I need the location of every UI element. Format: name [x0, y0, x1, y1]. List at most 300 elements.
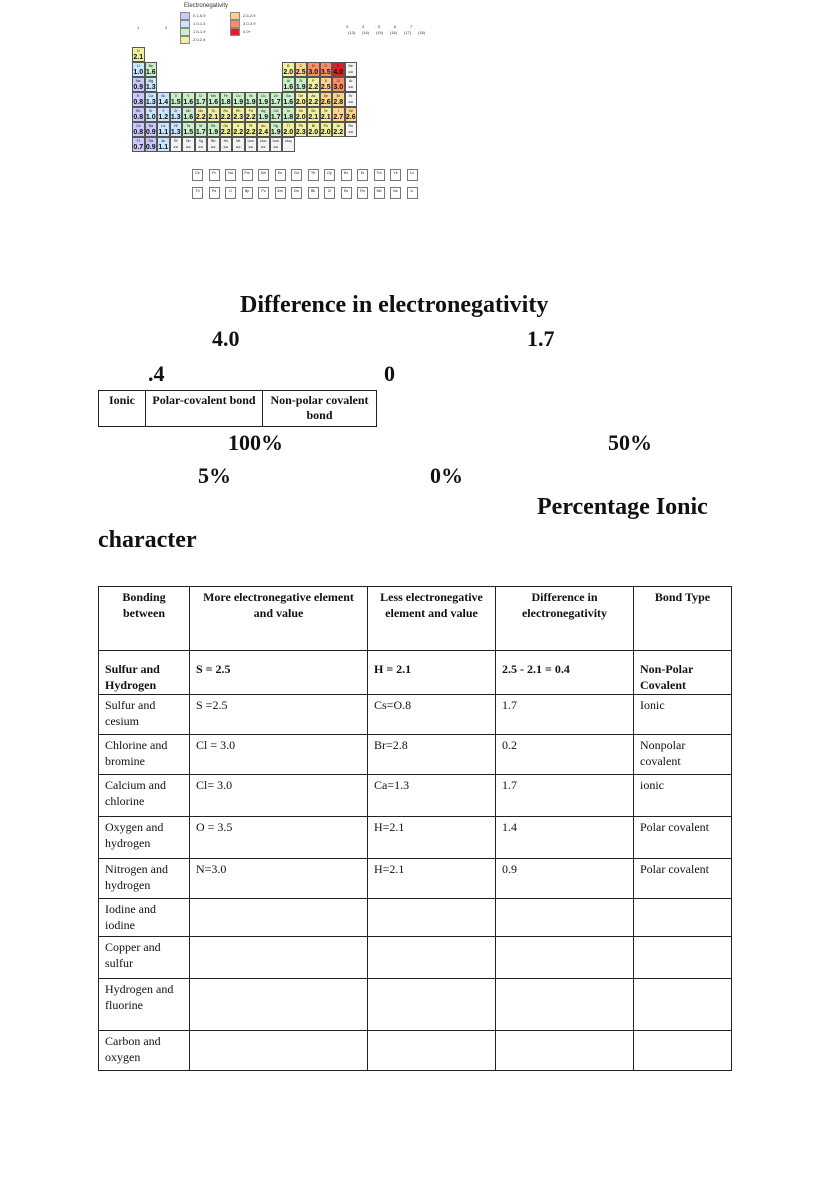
element-symbol: Xe — [348, 109, 353, 113]
percent-5: 5% — [198, 463, 231, 488]
element-symbol: At — [336, 124, 340, 128]
element-symbol: Ta — [186, 124, 191, 128]
element-electronegativity: 1.9 — [233, 99, 244, 106]
element-cell — [157, 122, 170, 137]
cell-diff: 1.4 — [496, 817, 634, 859]
element-symbol: Ca — [148, 94, 153, 98]
element-symbol: Rf — [174, 139, 178, 143]
element-electronegativity: 2.1 — [208, 114, 219, 121]
element-electronegativity: 2.7 — [333, 114, 344, 121]
element-cell — [232, 137, 245, 152]
element-symbol: Cs — [136, 124, 141, 128]
element-electronegativity: 2.2 — [233, 129, 244, 136]
element-electronegativity: 1.1 — [158, 144, 169, 151]
element-symbol: I — [337, 109, 339, 113]
cell-more: S =2.5 — [190, 695, 368, 735]
f-block-element: Pr — [209, 169, 220, 181]
element-cell — [320, 77, 333, 92]
element-symbol: Cu — [261, 94, 266, 98]
cell-diff — [496, 1031, 634, 1071]
element-cell — [282, 62, 295, 77]
element-cell — [245, 122, 258, 137]
group-number: 5 — [378, 24, 381, 29]
group-number: (15) — [376, 30, 384, 35]
element-symbol: Os — [223, 124, 228, 128]
cell-pair: Chlorine and bromine — [99, 735, 190, 775]
element-electronegativity: 0.7 — [133, 144, 144, 151]
element-symbol: Tc — [211, 109, 215, 113]
percent-50: 50% — [608, 430, 652, 455]
legend-label: 1.5-1.9 — [193, 29, 206, 35]
percentage-ionic-label: Percentage Ionic — [537, 494, 708, 520]
element-cell — [257, 122, 270, 137]
element-cell — [307, 77, 320, 92]
scale-value-zero: 0 — [384, 361, 395, 386]
f-block-element: Am — [275, 187, 286, 199]
element-electronegativity: 1.7 — [195, 99, 206, 106]
legend-entry — [230, 12, 255, 20]
header-less-electronegative: Less electronegative element and value — [368, 587, 496, 651]
f-block-element: Pu — [258, 187, 269, 199]
f-block-element: Pa — [209, 187, 220, 199]
element-cell — [207, 137, 220, 152]
element-electronegativity: -- — [348, 84, 354, 91]
element-electronegativity: 0.8 — [133, 114, 144, 121]
element-electronegativity: 2.0 — [283, 129, 294, 136]
element-electronegativity: -- — [198, 144, 204, 151]
cell-diff — [496, 899, 634, 937]
cell-type: ionic — [634, 775, 732, 817]
scale-heading: Difference in electronegativity — [240, 292, 549, 318]
element-symbol: Rh — [236, 109, 241, 113]
element-cell — [345, 107, 358, 122]
element-electronegativity: 2.0 — [295, 99, 306, 106]
cell-less: H=2.1 — [368, 859, 496, 899]
table-row — [99, 979, 732, 1031]
f-block-element: Pm — [242, 169, 253, 181]
group-number: 1 — [137, 25, 140, 30]
scale-value-max: 4.0 — [212, 326, 240, 351]
element-symbol: Rb — [136, 109, 141, 113]
element-cell — [245, 107, 258, 122]
element-electronegativity: 2.4 — [258, 129, 269, 136]
element-symbol: Sg — [198, 139, 203, 143]
legend-label: 0.1-0.9 — [193, 13, 206, 19]
element-electronegativity: 1.7 — [270, 114, 281, 121]
group-number: 7 — [410, 24, 413, 29]
cell-pair: Carbon and oxygen — [99, 1031, 190, 1071]
element-symbol: O — [324, 64, 328, 68]
element-symbol: La — [161, 124, 166, 128]
f-block-element: No — [390, 187, 401, 199]
element-electronegativity: 2.2 — [220, 114, 231, 121]
f-block-element: Es — [341, 187, 352, 199]
element-electronegativity: 0.9 — [133, 84, 144, 91]
cell-type: Nonpolar covalent — [634, 735, 732, 775]
element-electronegativity: 1.9 — [258, 99, 269, 106]
element-electronegativity: -- — [348, 69, 354, 76]
f-block-element: U — [225, 187, 236, 199]
f-block-element: Cf — [324, 187, 335, 199]
element-electronegativity: 1.9 — [270, 129, 281, 136]
element-cell — [270, 137, 283, 152]
element-cell — [220, 137, 233, 152]
element-symbol: Ti — [174, 94, 178, 98]
element-electronegativity: 2.2 — [220, 129, 231, 136]
element-symbol: Uuq — [285, 139, 292, 143]
legend-entry — [230, 28, 251, 36]
legend-label: 4.0+ — [243, 29, 251, 35]
cell-pair: Calcium and chlorine — [99, 775, 190, 817]
element-cell — [170, 107, 183, 122]
element-symbol: B — [287, 64, 290, 68]
element-cell — [170, 92, 183, 107]
cell-pair: Sulfur and cesium — [99, 695, 190, 735]
cell-type: Ionic — [634, 695, 732, 735]
percent-0: 0% — [430, 463, 463, 488]
element-symbol: In — [286, 109, 290, 113]
element-cell — [307, 92, 320, 107]
cell-more: O = 3.5 — [190, 817, 368, 859]
element-cell — [245, 137, 258, 152]
element-symbol: Ac — [161, 139, 166, 143]
element-electronegativity: -- — [273, 144, 279, 151]
cell-type — [634, 937, 732, 979]
element-symbol: Hs — [223, 139, 228, 143]
element-symbol: Fr — [136, 139, 140, 143]
element-symbol: Hg — [273, 124, 278, 128]
element-electronegativity: 3.0 — [333, 84, 344, 91]
element-symbol: Mo — [198, 109, 204, 113]
scale-polar-covalent: Polar-covalent bond — [146, 391, 263, 427]
element-cell — [232, 92, 245, 107]
element-electronegativity: -- — [348, 99, 354, 106]
bond-type-scale — [98, 390, 377, 427]
element-electronegativity: 1.4 — [158, 99, 169, 106]
legend-swatch — [230, 28, 240, 36]
element-cell — [195, 92, 208, 107]
element-electronegativity: 2.8 — [333, 99, 344, 106]
legend-swatch — [180, 28, 190, 36]
element-symbol: Fe — [223, 94, 228, 98]
element-electronegativity: 1.6 — [145, 69, 156, 76]
f-block-element: Nd — [225, 169, 236, 181]
element-cell — [145, 77, 158, 92]
element-cell — [132, 92, 145, 107]
f-block-element: Cm — [291, 187, 302, 199]
element-cell — [182, 137, 195, 152]
cell-pair: Oxygen and hydrogen — [99, 817, 190, 859]
cell-less: Br=2.8 — [368, 735, 496, 775]
legend-swatch — [230, 12, 240, 20]
legend-label: 2.5-2.9 — [243, 13, 256, 19]
element-electronegativity: 1.6 — [283, 84, 294, 91]
element-symbol: Ag — [261, 109, 266, 113]
cell-more: S = 2.5 — [190, 651, 368, 695]
element-cell — [345, 122, 358, 137]
cell-diff — [496, 979, 634, 1031]
header-bonding-between: Bonding between — [99, 587, 190, 651]
element-electronegativity: 2.3 — [233, 114, 244, 121]
cell-diff: 2.5 - 2.1 = 0.4 — [496, 651, 634, 695]
element-electronegativity: 1.9 — [245, 99, 256, 106]
element-cell — [132, 137, 145, 152]
element-cell — [245, 92, 258, 107]
f-block-element: Tm — [374, 169, 385, 181]
element-cell — [307, 107, 320, 122]
element-electronegativity: 2.0 — [308, 129, 319, 136]
element-symbol: Sc — [161, 94, 166, 98]
group-number: (18) — [418, 30, 426, 35]
cell-more: Cl= 3.0 — [190, 775, 368, 817]
legend-swatch — [180, 20, 190, 28]
scale-ionic: Ionic — [99, 391, 146, 427]
legend-swatch — [180, 12, 190, 20]
scale-nonpolar-covalent: Non-polar covalent bond — [263, 391, 377, 427]
header-bond-type: Bond Type — [634, 587, 732, 651]
legend-entry — [180, 12, 205, 20]
element-electronegativity: -- — [248, 144, 254, 151]
scale-value-polar-threshold: .4 — [148, 361, 165, 386]
element-cell — [282, 122, 295, 137]
element-symbol: W — [199, 124, 203, 128]
element-symbol: Tl — [286, 124, 290, 128]
cell-type: Polar covalent — [634, 859, 732, 899]
legend-entry — [230, 20, 255, 28]
legend-entry — [180, 28, 205, 36]
periodic-table-title: Electronegativity — [184, 3, 229, 9]
table-row — [99, 899, 732, 937]
element-symbol: Po — [323, 124, 328, 128]
element-cell — [145, 92, 158, 107]
bond-type-table — [98, 586, 732, 1071]
element-electronegativity: 2.2 — [308, 84, 319, 91]
cell-diff — [496, 937, 634, 979]
element-symbol: Ni — [249, 94, 253, 98]
element-cell — [320, 92, 333, 107]
element-electronegativity: 2.3 — [295, 129, 306, 136]
legend-entry — [180, 20, 205, 28]
element-symbol: Ne — [348, 64, 353, 68]
table-row — [99, 937, 732, 979]
element-cell — [307, 122, 320, 137]
f-block-element: Ho — [341, 169, 352, 181]
element-electronegativity: 1.3 — [170, 129, 181, 136]
element-electronegativity: -- — [210, 144, 216, 151]
element-electronegativity: 3.0 — [308, 69, 319, 76]
element-electronegativity: 1.9 — [295, 84, 306, 91]
cell-less — [368, 899, 496, 937]
cell-more — [190, 899, 368, 937]
element-cell — [207, 107, 220, 122]
element-symbol: As — [311, 94, 316, 98]
element-electronegativity: 2.6 — [320, 99, 331, 106]
cell-more: Cl = 3.0 — [190, 735, 368, 775]
table-row — [99, 735, 732, 775]
cell-more — [190, 1031, 368, 1071]
element-cell — [332, 77, 345, 92]
cell-less — [368, 937, 496, 979]
table-row — [99, 775, 732, 817]
group-number: 3 — [346, 24, 349, 29]
element-cell — [282, 137, 295, 152]
legend-label: 2.0-2.4 — [193, 37, 206, 43]
element-cell — [257, 92, 270, 107]
element-electronegativity: 0.8 — [133, 99, 144, 106]
element-cell — [157, 92, 170, 107]
element-symbol: Mt — [236, 139, 241, 143]
element-symbol: Br — [336, 94, 340, 98]
element-electronegativity: 1.2 — [158, 114, 169, 121]
element-symbol: Si — [299, 79, 303, 83]
f-block-element: Yb — [390, 169, 401, 181]
cell-more — [190, 979, 368, 1031]
legend-label: 1.0-1.4 — [193, 21, 206, 27]
element-cell — [182, 107, 195, 122]
header-more-electronegative: More electronegative element and value — [190, 587, 368, 651]
element-symbol: Co — [236, 94, 241, 98]
cell-type: Polar covalent — [634, 817, 732, 859]
element-electronegativity: -- — [173, 144, 179, 151]
element-cell — [270, 92, 283, 107]
table-row — [99, 651, 732, 695]
element-electronegativity: 1.3 — [145, 84, 156, 91]
element-cell — [220, 107, 233, 122]
element-electronegativity: 1.3 — [145, 99, 156, 106]
element-cell — [307, 62, 320, 77]
f-block-element: Np — [242, 187, 253, 199]
element-symbol: Sn — [298, 109, 303, 113]
element-electronegativity: 1.0 — [145, 114, 156, 121]
element-cell — [232, 107, 245, 122]
element-cell — [232, 122, 245, 137]
element-electronegativity: 1.5 — [170, 99, 181, 106]
cell-less: Ca=1.3 — [368, 775, 496, 817]
element-cell — [157, 137, 170, 152]
element-electronegativity: 2.2 — [195, 114, 206, 121]
element-symbol: Zr — [174, 109, 178, 113]
element-electronegativity: 2.6 — [345, 114, 356, 121]
element-cell — [332, 107, 345, 122]
element-cell — [170, 122, 183, 137]
element-electronegativity: 2.5 — [295, 69, 306, 76]
element-electronegativity: 2.1 — [308, 114, 319, 121]
element-cell — [282, 107, 295, 122]
element-electronegativity: 2.2 — [308, 99, 319, 106]
element-cell — [195, 137, 208, 152]
element-cell — [220, 122, 233, 137]
element-cell — [207, 92, 220, 107]
element-symbol: Zn — [273, 94, 278, 98]
element-symbol: Cl — [336, 79, 340, 83]
element-cell — [220, 92, 233, 107]
cell-less — [368, 979, 496, 1031]
element-electronegativity: -- — [223, 144, 229, 151]
cell-less: Cs=O.8 — [368, 695, 496, 735]
element-electronegativity: 0.9 — [145, 129, 156, 136]
cell-pair: Iodine and iodine — [99, 899, 190, 937]
element-cell — [170, 137, 183, 152]
element-symbol: Ga — [285, 94, 291, 98]
element-cell — [295, 92, 308, 107]
element-electronegativity: 2.2 — [245, 129, 256, 136]
element-symbol: Cd — [273, 109, 278, 113]
cell-diff: 1.7 — [496, 775, 634, 817]
element-symbol: Sr — [149, 109, 153, 113]
element-symbol: Sb — [311, 109, 316, 113]
element-symbol: Re — [211, 124, 216, 128]
table-row — [99, 817, 732, 859]
f-block-element: Gd — [291, 169, 302, 181]
element-cell — [157, 107, 170, 122]
element-electronegativity: 1.9 — [258, 114, 269, 121]
group-number: (13) — [348, 30, 356, 35]
element-cell — [132, 107, 145, 122]
element-cell — [145, 137, 158, 152]
element-symbol: P — [312, 79, 315, 83]
element-electronegativity: 1.1 — [158, 129, 169, 136]
element-cell — [145, 62, 158, 77]
element-cell — [195, 122, 208, 137]
element-cell — [345, 62, 358, 77]
element-electronegativity: 1.6 — [183, 114, 194, 121]
element-symbol: Bi — [311, 124, 315, 128]
element-electronegativity: 1.6 — [208, 99, 219, 106]
group-number: 2 — [165, 25, 168, 30]
percent-100: 100% — [228, 430, 283, 455]
element-symbol: Al — [286, 79, 290, 83]
f-block-element: Eu — [275, 169, 286, 181]
element-symbol: Uun — [247, 139, 254, 143]
element-electronegativity: 1.9 — [208, 129, 219, 136]
element-symbol: Pd — [248, 109, 253, 113]
group-number: (17) — [404, 30, 412, 35]
element-cell — [332, 122, 345, 137]
element-symbol: Y — [162, 109, 165, 113]
electronegativity-periodic-table — [130, 5, 462, 215]
cell-type — [634, 979, 732, 1031]
element-electronegativity: 1.8 — [220, 99, 231, 106]
cell-pair: Copper and sulfur — [99, 937, 190, 979]
element-symbol: Mn — [210, 94, 216, 98]
element-electronegativity: 1.3 — [170, 114, 181, 121]
element-cell — [257, 107, 270, 122]
element-electronegativity: 2.1 — [320, 114, 331, 121]
element-electronegativity: 3.5 — [320, 69, 331, 76]
f-block-element: Er — [357, 169, 368, 181]
element-cell — [332, 92, 345, 107]
group-number: (16) — [390, 30, 398, 35]
group-number: (14) — [362, 30, 370, 35]
element-symbol: Hf — [174, 124, 178, 128]
element-symbol: Kr — [349, 94, 353, 98]
element-electronegativity: 4.0 — [333, 69, 344, 76]
element-electronegativity: 2.5 — [320, 84, 331, 91]
element-symbol: Mg — [148, 79, 154, 83]
character-label: character — [98, 527, 197, 553]
f-block-element: Th — [192, 187, 203, 199]
element-symbol: Se — [323, 94, 328, 98]
cell-less — [368, 1031, 496, 1071]
element-electronegativity: -- — [185, 144, 191, 151]
element-cell — [332, 62, 345, 77]
table-row — [99, 859, 732, 899]
f-block-element: Bk — [308, 187, 319, 199]
legend-label: 3.0-3.9 — [243, 21, 256, 27]
element-symbol: K — [137, 94, 140, 98]
element-symbol: Pb — [298, 124, 303, 128]
element-symbol: Ba — [148, 124, 153, 128]
